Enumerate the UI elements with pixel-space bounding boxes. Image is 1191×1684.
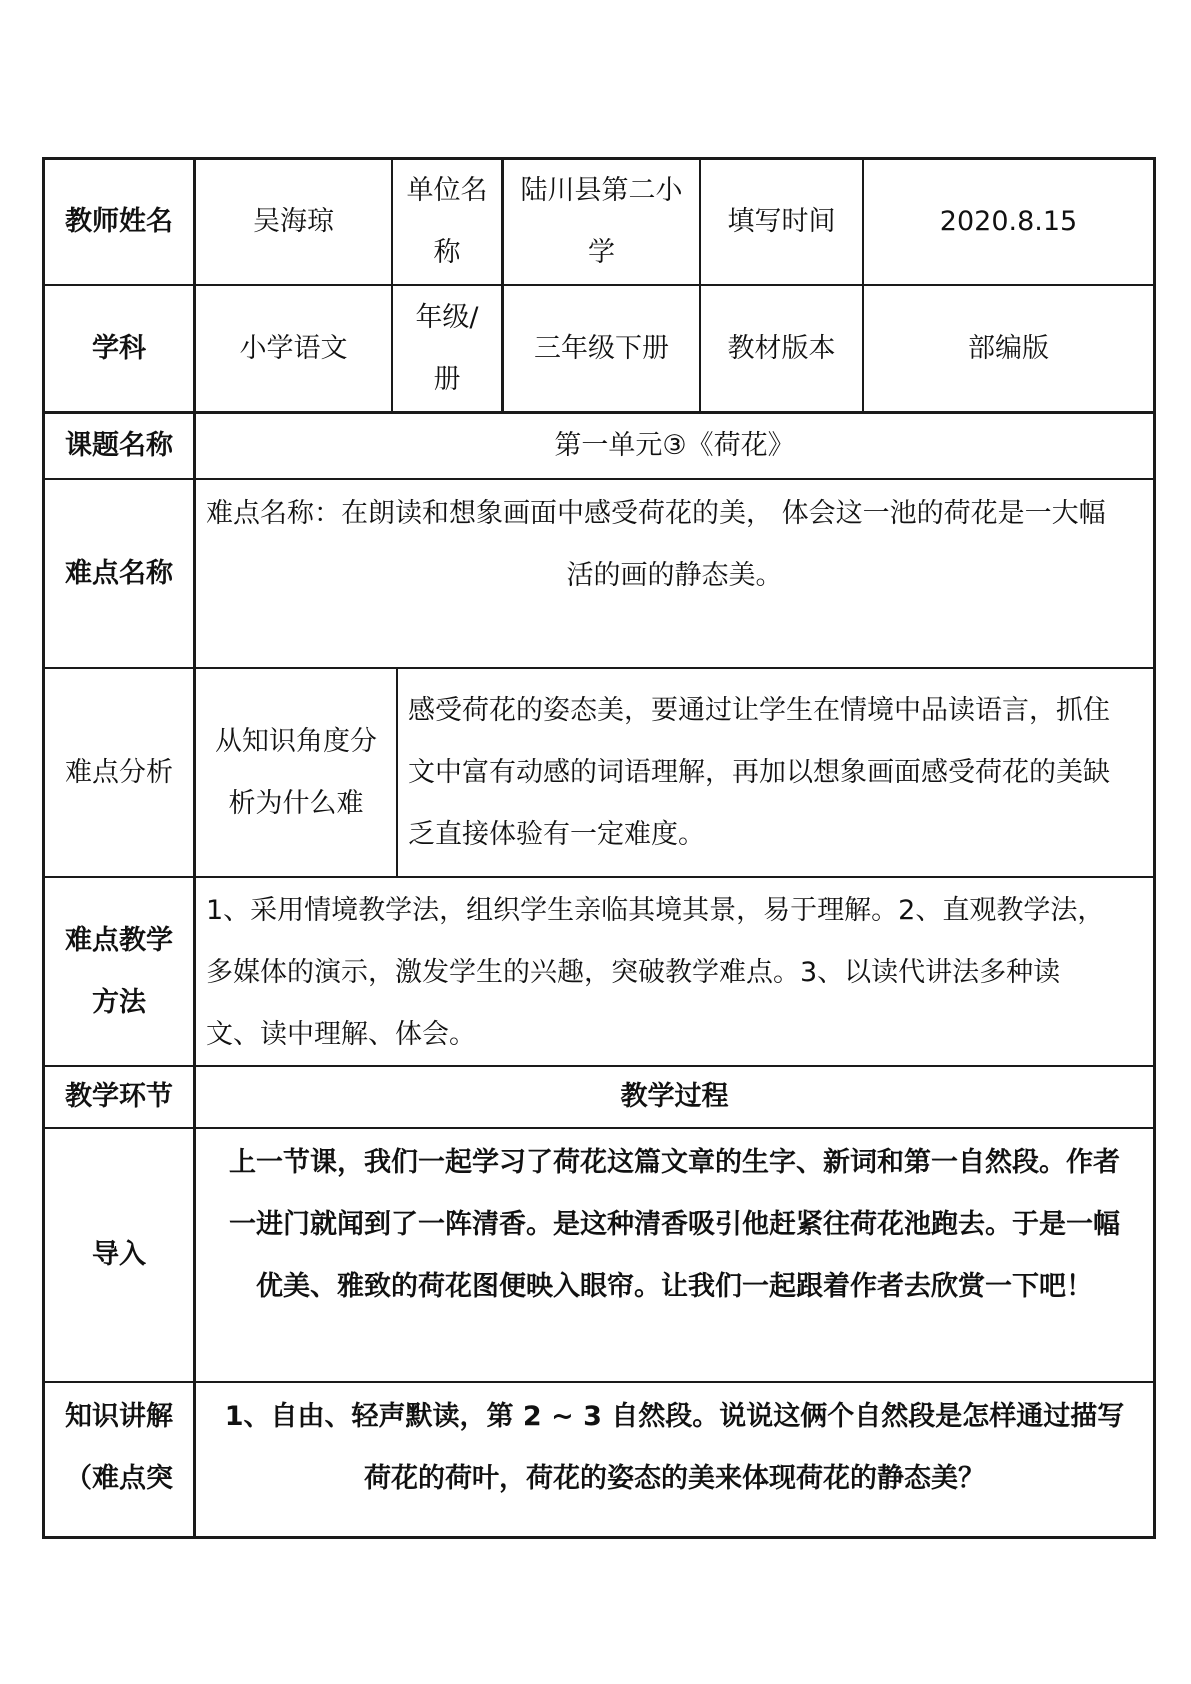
teaching-process-header: 教学过程 (620, 1081, 729, 1112)
knowledge-label-line2: （难点突 (65, 1463, 173, 1494)
unit-name-value-line1: 陆川县第二小 (520, 175, 683, 206)
analysis-sub-label-line1: 从知识角度分 (215, 725, 377, 757)
analysis-sub-label-line2: 析为什么难 (228, 787, 364, 819)
analysis-line-1: 感受荷花的姿态美，要通过让学生在情境中品读语言，抓住 (408, 695, 1110, 726)
difficulty-analysis-label: 难点分析 (65, 756, 173, 788)
table-border-bottom (42, 1536, 1156, 1539)
fill-date-label: 填写时间 (727, 206, 836, 237)
textbook-edition-value: 部编版 (968, 332, 1049, 364)
teaching-method-label (45, 878, 193, 1065)
intro-line-2: 一进门就闻到了一阵清香。是这种清香吸引他赶紧往荷花池跑去。于是一幅 (229, 1209, 1120, 1240)
unit-name-label (393, 160, 501, 284)
textbook-edition-label: 教材版本 (727, 332, 836, 364)
difficulty-name-label: 难点名称 (65, 557, 173, 589)
difficulty-line-2: 活的画的静态美。 (566, 560, 783, 591)
teaching-stage-header: 教学环节 (65, 1081, 173, 1112)
knowledge-explanation-content (196, 1386, 1153, 1510)
analysis-sub-label (196, 669, 396, 876)
analysis-line-3: 乏直接体验有一定难度。 (408, 819, 705, 850)
unit-name-value (504, 160, 699, 284)
teaching-method-label-line2: 方法 (92, 986, 146, 1018)
grade-label (393, 286, 501, 411)
lesson-title-label: 课题名称 (65, 430, 173, 461)
difficulty-name-content (196, 483, 1153, 607)
knowledge-label-line1: 知识讲解 (65, 1401, 173, 1432)
subject-value: 小学语文 (239, 332, 348, 364)
analysis-line-2: 文中富有动感的词语理解，再加以想象画面感受荷花的美缺 (408, 757, 1110, 788)
intro-label: 导入 (92, 1239, 146, 1270)
grade-value: 三年级下册 (534, 332, 669, 364)
intro-line-3: 优美、雅致的荷花图便映入眼帘。让我们一起跟着作者去欣赏一下吧！ (256, 1271, 1093, 1302)
table-border-right (1153, 157, 1156, 1539)
method-line-1: 1、采用情境教学法，组织学生亲临其境其景，易于理解。2、直观教学法， (206, 895, 1105, 926)
teacher-name-value: 吴海琼 (253, 206, 334, 237)
fill-date-value: 2020.8.15 (939, 206, 1078, 237)
knowledge-line-2: 荷花的荷叶，荷花的姿态的美来体现荷花的静态美？ (364, 1463, 985, 1494)
difficulty-analysis-content (398, 680, 1153, 866)
row-divider (42, 1381, 1156, 1383)
difficulty-line-1: 难点名称：在朗读和想象画面中感受荷花的美， 体会这一池的荷花是一大幅 (206, 498, 1106, 529)
knowledge-explanation-label (45, 1386, 193, 1510)
method-line-3: 文、读中理解、体会。 (206, 1019, 476, 1050)
row-divider (42, 876, 1156, 878)
row-divider (42, 1127, 1156, 1129)
intro-line-1: 上一节课，我们一起学习了荷花这篇文章的生字、新词和第一自然段。作者 (229, 1147, 1120, 1178)
teaching-method-label-line1: 难点教学 (65, 924, 173, 956)
grade-label-line2: 册 (433, 363, 461, 395)
subject-label: 学科 (92, 332, 146, 364)
knowledge-line-1: 1、自由、轻声默读，第 2 ~ 3 自然段。说说这俩个自然段是怎样通过描写 (224, 1401, 1125, 1432)
intro-content (196, 1132, 1153, 1318)
method-line-2: 多媒体的演示，激发学生的兴趣，突破教学难点。3、以读代讲法多种读 (206, 957, 1061, 988)
unit-name-label-line1: 单位名 (406, 175, 488, 206)
unit-name-value-line2: 学 (588, 237, 615, 268)
lesson-title-value: 第一单元③《荷花》 (554, 430, 795, 461)
grade-label-line1: 年级/ (415, 301, 479, 333)
teaching-method-content (196, 880, 1153, 1066)
teacher-name-label: 教师姓名 (65, 206, 173, 237)
unit-name-label-line2: 称 (433, 237, 461, 268)
row-divider (42, 478, 1156, 480)
